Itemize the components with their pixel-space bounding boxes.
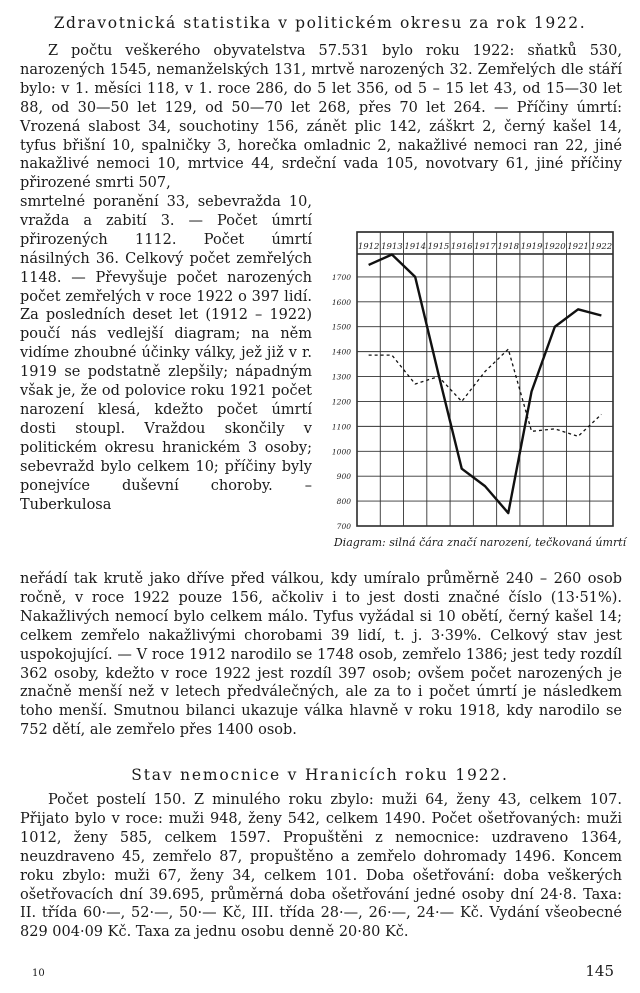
y-tick-label: 1500 <box>331 322 351 332</box>
x-tick-label: 1917 <box>474 242 496 252</box>
y-tick-label: 1300 <box>331 372 351 382</box>
x-tick-label: 1919 <box>520 242 543 252</box>
paragraph-end: neřádí tak krutě jako dříve před válkou, kdy umíralo průměrně 240 – 260 osob ročně, v roce 1922 pouze 156, ačkoliv i to jest dosti značné číslo (13·51%). Nakažlivých nemocí bylo celkem málo. Tyfus vyžádal si 10 obětí, černý kašel 14; celkem zemřelo nakažlivými chorobami 39 lidí, t. j. 3·39%. Celkový stav jest uspokojující. — V roce 1912 narodilo se 1748 osob, zemřelo 1386; jest tedy rozdíl 362 osoby, kdežto v roce 1922 jest rozdíl 397 osob; ovšem počet narozených je značně menší než v letech předválečných, ale za to i počet úmrtí je následkem toho menší. Smutnou bilanci ukazuje válka hlavně v roku 1918, kdy narodilo se 752 dětí, ale zemřelo přes 1400 osob. <box>20 571 622 739</box>
x-tick-label: 1922 <box>590 242 613 252</box>
paragraph-main: Z počtu veškerého obyvatelstva 57.531 bylo roku 1922: sňatků 530, narozených 1545, nemanželských 131, mrtvě narozených 32. Zemřelých dle stáří bylo: v 1. měsíci 118, v 1. roce 286, do 5 let 356, od 5 – 15 let 43, od 15—30 let 88, od 30—50 let 129, od 50—70 let 268, přes 70 let 264. — Příčiny úmrtí: Vrozená slabost 34, souchotiny 156, zánět plic 142, záškrt 2, černý kašel 14, tyfus břišní 10, spalničky 3, horečka omladnic 2, nakažlivé nemoci ran 22, jiné nakažlivé nemoci 10, mrtvice 44, srdeční vada 105, novotvary 61, jiné příčiny přirozené smrti 507, <box>20 43 622 192</box>
chart-caption: Diagram: silná čára značí narození, tečkovaná úmrtí <box>333 536 627 549</box>
y-tick-label: 1400 <box>331 347 351 357</box>
section-title-statistics: Zdravotnická statistika v politickém okresu za rok 1922. <box>53 14 587 32</box>
x-tick-label: 1921 <box>567 242 589 252</box>
y-tick-label: 900 <box>336 472 351 482</box>
paragraph-narrow: smrtelné poranění 33, sebevražda 10, vražda a zabití 3. — Počet úmrtí přirozených 1112. Počet úmrtí násilných 36. Celkový počet zemřelých 1148. — Převyšuje počet narozených počet zemřelých v roce 1922 o 397 lidí. Za posledních deset let (1912 – 1922) poučí nás vedlejší diagram; na něm vidíme zhoubné účinky války, jež již v r. 1919 se podstatně zlepšily; nápadným však je, že od polovice roku 1921 počet narození klesá, kdežto počet úmrtí dosti stoupl. Vraždou skončily v politickém okresu hranickém 3 osoby; sebevražd bylo celkem 10; příčiny byly ponejvíce duševní choroby. – Tuberkulosa <box>20 194 312 513</box>
signature-mark: 10 <box>32 968 45 979</box>
x-tick-label: 1915 <box>427 242 450 252</box>
x-tick-label: 1920 <box>543 242 566 252</box>
x-tick-label: 1918 <box>497 242 520 252</box>
x-tick-label: 1916 <box>450 242 473 252</box>
x-tick-label: 1913 <box>381 242 403 252</box>
birth-death-chart <box>317 230 625 530</box>
paragraph-hospital: Počet postelí 150. Z minulého roku zbylo: muži 64, ženy 43, celkem 107. Přijato bylo v roce: muži 948, ženy 542, celkem 1490. Počet ošetřovaných: muži 1012, ženy 585, celkem 1597. Propuštěni z nemocnice: uzdraveno 1364, neuzdraveno 45, zemřelo 87, propuštěno a zemřelo dohromady 1496. Koncem roku zbylo: muži 67, ženy 34, celkem 101. Doba ošetřování: doba veškerých ošetřovacích dní 39.695, průměrná doba ošetřování jedné osoby dní 24·8. Taxa: II. třída 60·—, 52·—, 50·— Kč, III. třída 28·—, 26·—, 24·— Kč. Vydání všeobecné 829 004·09 Kč. Taxa za jednu osobu denně 20·80 Kč. <box>20 792 622 941</box>
chart-frame <box>357 232 613 526</box>
y-tick-label: 1700 <box>331 272 351 282</box>
x-tick-label: 1912 <box>357 242 380 252</box>
y-tick-label: 1000 <box>331 447 351 457</box>
y-tick-label: 800 <box>336 497 351 507</box>
y-tick-label: 1600 <box>331 297 351 307</box>
y-tick-label: 700 <box>336 522 351 530</box>
section-title-hospital: Stav nemocnice v Hranicích roku 1922. <box>131 766 509 784</box>
y-tick-label: 1100 <box>331 422 351 432</box>
page-number: 145 <box>585 962 614 980</box>
chart-svg <box>317 230 625 530</box>
y-tick-label: 1200 <box>331 397 351 407</box>
x-tick-label: 1914 <box>404 242 427 252</box>
